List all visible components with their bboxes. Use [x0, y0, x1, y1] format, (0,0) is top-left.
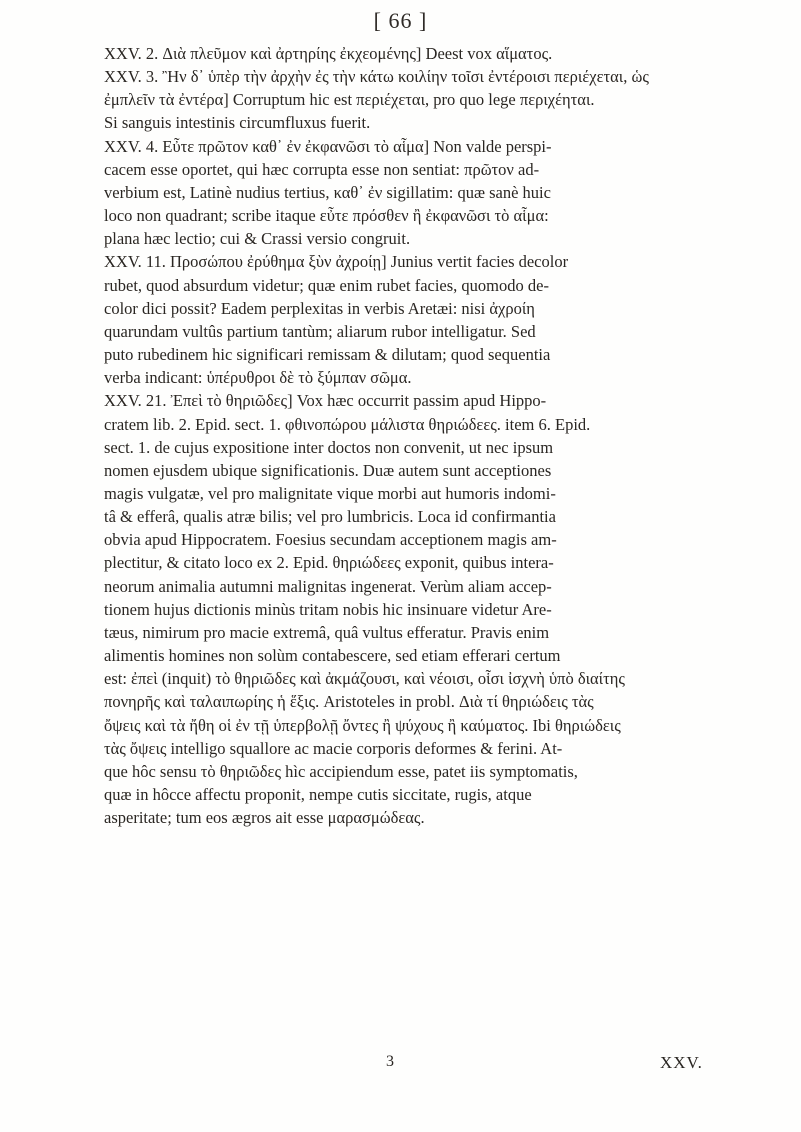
text-line: plana hæc lectio; cui & Crassi versio congruit. [104, 229, 411, 249]
text-line: πονηρῆς καὶ ταλαιπωρίης ἡ ἕξις. Aristoteles in probl. Διὰ τί θηριώδεις τὰς [104, 692, 594, 712]
text-line: puto rubedinem hic significari remissam & dilutam; quod sequentia [104, 345, 551, 365]
text-line: plectitur, & citato loco ex 2. Epid. θηριώδεες exponit, quibus intera- [104, 553, 554, 573]
text-line: loco non quadrant; scribe itaque εὖτε πρόσθεν ἢ ἐκφανῶσι τὸ αἷμα: [104, 206, 549, 226]
text-line: tæus, nimirum pro macie extremâ, quâ vultus efferatur. Pravis enim [104, 622, 550, 642]
text-line: tionem hujus dictionis minùs tritam nobis hic insinuare videtur Are- [104, 599, 552, 619]
text-line: tâ & efferâ, qualis atræ bilis; vel pro lumbricis. Loca id confirmantia [104, 507, 556, 527]
text-line: Si sanguis intestinis circumfluxus fuerit. [104, 113, 371, 133]
catchword: XXV. [660, 1053, 703, 1072]
text-line: quarundam vultûs partium tantùm; aliarum rubor intelligatur. Sed [104, 321, 536, 341]
signature-mark: 3 [386, 1053, 394, 1070]
text-line: rubet, quod absurdum videtur; quæ enim rubet facies, quomodo de- [104, 275, 549, 295]
text-line: asperitate; tum eos ægros ait esse μαρασμώδεας. [104, 808, 425, 828]
text-line: τὰς ὄψεις intelligo squallore ac macie corporis deformes & ferini. At- [104, 738, 563, 758]
text-line: ἐμπλεῖν τὰ ἐντέρα] Corruptum hic est περιέχεται, pro quo lege περιχέηται. [104, 90, 595, 110]
text-line: XXV. 3. Ἢν δ᾽ ὑπὲρ τὴν ἀρχὴν ἐς τὴν κάτω κοιλίην τοῖσι ἐντέροισι περιέχεται, ὡς [104, 67, 649, 87]
text-line: XXV. 11. Προσώπου ἐρύθημα ξὺν ἀχροίῃ] Junius vertit facies decolor [104, 252, 569, 272]
page-footer [0, 1053, 801, 1077]
text-line: quæ in hôcce affectu proponit, nempe cutis siccitate, rugis, atque [104, 785, 532, 804]
commentary-text [104, 42, 706, 829]
text-line: est: ἐπεὶ (inquit) τὸ θηριῶδες καὶ ἀκμάζουσι, καὶ νέοισι, οἷσι ἰσχνὴ ὑπὸ διαίτης [104, 669, 625, 689]
text-line: color dici possit? Eadem perplexitas in verbis Aretæi: nisi ἀχροίη [104, 298, 535, 318]
text-line: neorum animalia autumni malignitas ingenerat. Verùm aliam accep- [104, 576, 552, 596]
text-line: verba indicant: ὑπέρυθροι δὲ τὸ ξύμπαν σῶμα. [104, 368, 412, 388]
text-line: nomen ejusdem ubique significationis. Duæ autem sunt acceptiones [104, 460, 552, 480]
text-line: cratem lib. 2. Epid. sect. 1. φθινοπώρου μάλιστα θηριώδεες. item 6. Epid. [104, 414, 591, 434]
text-line: sect. 1. de cujus expositione inter doctos non convenit, ut nec ipsum [104, 437, 554, 457]
text-line: XXV. 2. Διὰ πλεῦμον καὶ ἀρτηρίης ἐκχεομένης] Deest vox αἵματος. [104, 44, 553, 63]
text-line: alimentis homines non solùm contabescere, sed etiam efferari certum [104, 646, 561, 666]
text-line: XXV. 21. Ἐπεὶ τὸ θηριῶδες] Vox hæc occurrit passim apud Hippo- [104, 391, 547, 411]
text-line: verbium est, Latinè nudius tertius, καθ᾽ ἐν sigillatim: quæ sanè huic [104, 182, 551, 202]
text-line: ὄψεις καὶ τὰ ἤθη οἱ ἐν τῇ ὑπερβολῇ ὄντες ἢ ψύχους ἢ καύματος. Ibi θηριώδεις [104, 715, 621, 735]
text-line: obvia apud Hippocratem. Foesius secundam acceptionem magis am- [104, 530, 557, 550]
text-line: XXV. 4. Εὖτε πρῶτον καθ᾽ ἐν ἐκφανῶσι τὸ αἷμα] Non valde perspi- [104, 136, 552, 156]
text-line: que hôc sensu τὸ θηριῶδες hìc accipiendum esse, patet iis symptomatis, [104, 761, 578, 781]
text-line: magis vulgatæ, vel pro malignitate vique morbi aut humoris indomi- [104, 483, 556, 503]
text-line: cacem esse oportet, qui hæc corrupta esse non sentiat: πρῶτον ad- [104, 159, 540, 179]
page-number-header: [ 66 ] [373, 8, 428, 33]
